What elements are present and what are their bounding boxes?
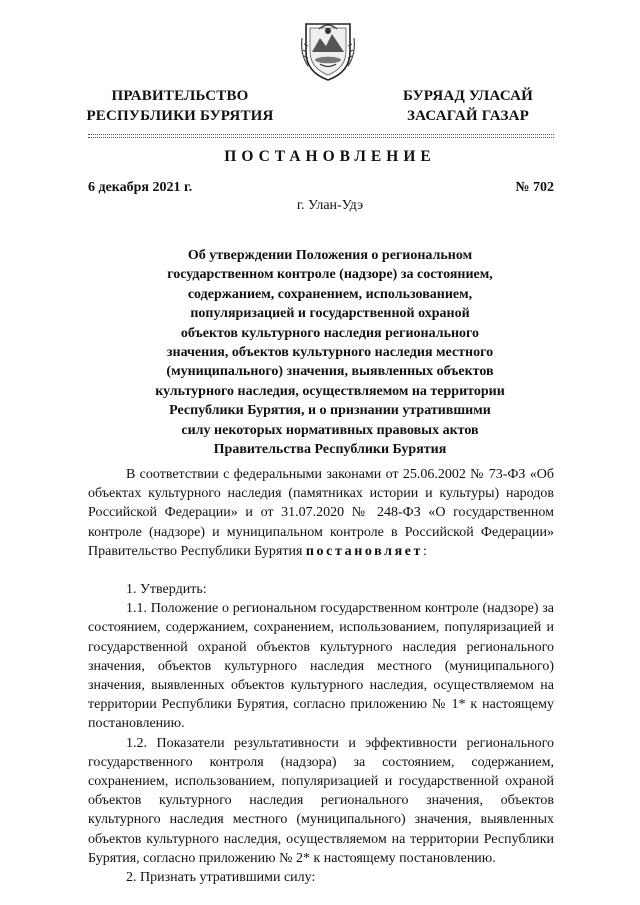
resolves-colon: : — [423, 543, 427, 559]
document-type: ПОСТАНОВЛЕНИЕ — [224, 148, 436, 165]
title-line: содержанием, сохранением, использованием, — [187, 286, 473, 302]
title-line: (муниципального) значения, выявленных объектов — [166, 364, 494, 380]
coat-of-arms-icon — [298, 18, 358, 82]
preamble-paragraph — [88, 465, 554, 561]
document-city: г. Улан-Удэ — [296, 198, 364, 213]
header-divider — [88, 134, 554, 135]
title-line: культурного наследия, осуществляемом на территории — [155, 383, 505, 399]
header-divider-second — [88, 137, 554, 138]
title-line: популяризацией и государственной охраной — [190, 306, 470, 322]
title-line: государственном контроле (надзоре) за состоянием, — [167, 267, 493, 283]
government-name-bua — [388, 86, 548, 126]
document-body — [88, 465, 554, 887]
government-name-bua-line2: ЗАСАГАЙ ГАЗАР — [407, 108, 529, 124]
title-line: силу некоторых нормативных правовых актов — [181, 422, 479, 438]
document-date: 6 декабря 2021 г. — [88, 180, 193, 195]
document-number: № 702 — [515, 180, 554, 195]
title-line: Республики Бурятия, и о признании утратившими — [169, 403, 491, 419]
resolves-keyword: постановляет — [305, 543, 424, 559]
government-name-bua-line1: БУРЯАД УЛАСАЙ — [402, 88, 534, 104]
government-name-ru-line2: РЕСПУБЛИКИ БУРЯТИЯ — [86, 108, 274, 124]
preamble-text: В соответствии с федеральными законами от 25.06.2002 № 73-ФЗ «Об объектах культурного наследия (памятниках истории и культуры) народов Российской Федерации» и от 31.07.2020 № 248-ФЗ «О государственном контроле (надзоре) и муниципальном контроле в Российской Федерации» Правительство Республики Бурятия — [88, 467, 554, 559]
title-line: значения, объектов культурного наследия местного — [166, 345, 494, 361]
government-name-ru-line1: ПРАВИТЕЛЬСТВО — [111, 88, 249, 104]
title-line: Правительства Республики Бурятия — [213, 442, 447, 458]
government-name-ru — [80, 86, 280, 126]
title-line: объектов культурного наследия регионального — [180, 325, 480, 341]
item-1: 1. Утвердить: — [126, 582, 207, 598]
item-1-1: 1.1. Положение о региональном государственном контроле (надзоре) за состоянием, содержанием, сохранением, использованием, популяризацией и государственной охраной объектов культурного наследия регионального значения, объектов культурного наследия местного (муниципального) значения, выявленных объектов культурного наследия, осуществляемом на территории Республики Бурятия, согласно приложению № 1* к настоящему постановлению. — [88, 601, 554, 732]
item-2: 2. Признать утратившими силу: — [126, 870, 316, 886]
title-line: Об утверждении Положения о региональном — [187, 248, 473, 263]
document-title — [140, 246, 520, 459]
item-1-2: 1.2. Показатели результативности и эффективности регионального государственного контроля (надзора) за состоянием, содержанием, сохранением, использованием, популяризацией и государственной охраной объектов культурного наследия регионального значения, объектов культурного наследия местного (муниципального) значения, выявленных объектов культурного наследия, осуществляемом на территории Республики Бурятия, согласно приложению № 2* к настоящему постановлению. — [88, 735, 554, 866]
